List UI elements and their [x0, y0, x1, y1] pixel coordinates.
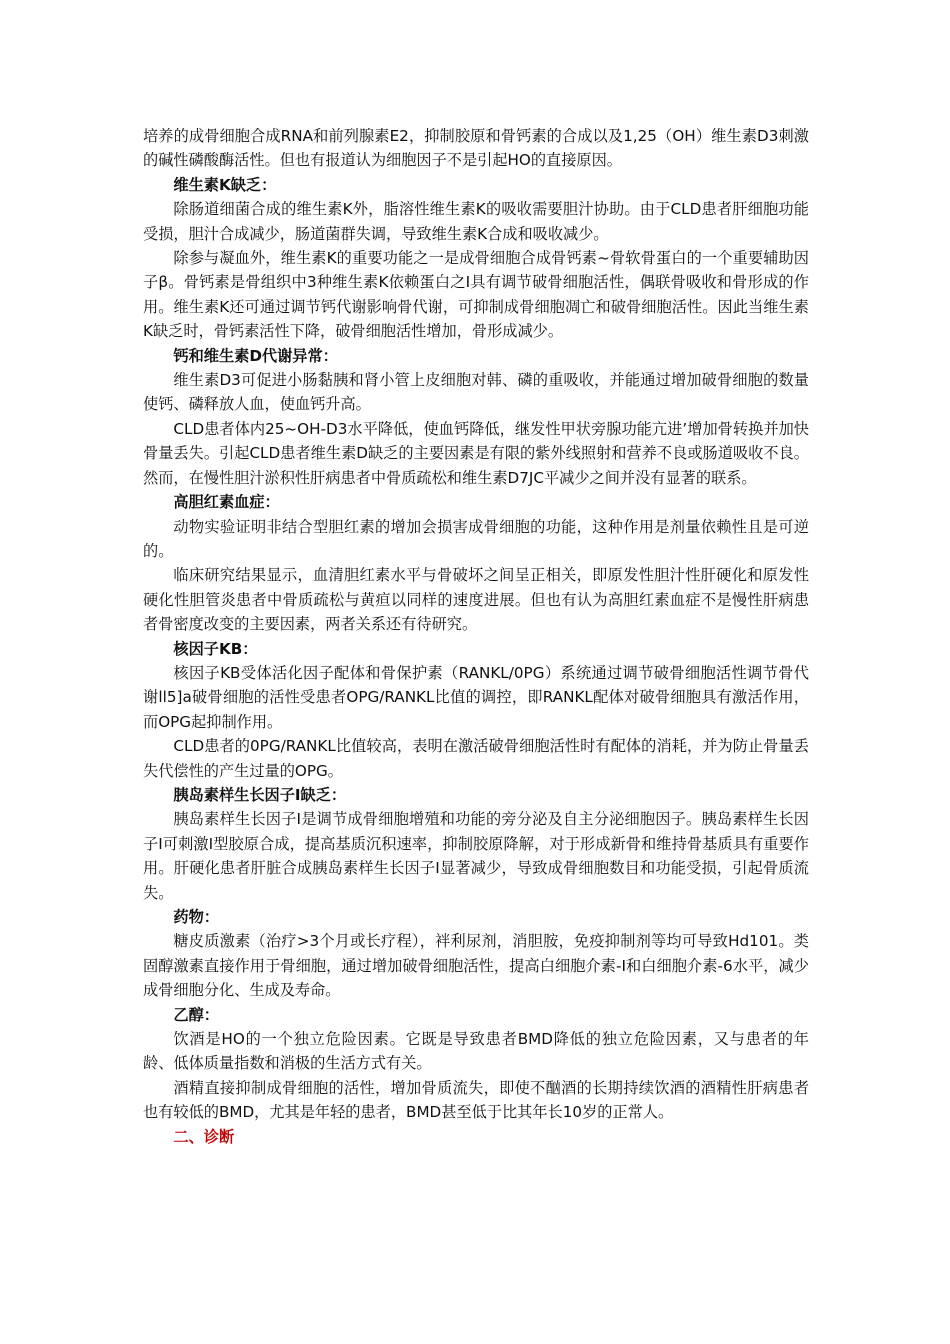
- paragraph-alcohol-effect: 酒精直接抑制成骨细胞的活性，增加骨质流失，即使不酗酒的长期持续饮酒的酒精性肝病患者也有较低的BMD，尤其是年轻的患者，BMD甚至低于比其年长10岁的正常人。: [143, 1078, 809, 1122]
- paragraph-alcohol-risk: 饮酒是HO的一个独立危险因素。它既是导致患者BMD降低的独立危险因素，又与患者的年龄、低体质量指数和消极的生活方式有关。: [143, 1030, 809, 1073]
- heading-vitamin-k-deficiency: 维生素K缺乏：: [173, 175, 277, 194]
- heading-ethanol: 乙醇：: [173, 1005, 219, 1024]
- heading-drugs: 药物：: [173, 908, 219, 926]
- paragraph-rankl-opg: 核因子KB受体活化因子配体和骨保护素（RANKL/0PG）系统通过调节破骨细胞活性调节骨代谢ll5]a破骨细胞的活性受患者OPG/RANKL比值的调控，即RANKL配体对破骨细胞具有激活作用，而OPG起抑制作用。: [143, 663, 809, 731]
- paragraph-igf-function: 胰岛素样生长因子I是调节成骨细胞增殖和功能的旁分泌及自主分泌细胞因子。胰岛素样生长因子I可刺激I型胶原合成，提高基质沉积速率，抑制胶原降解，对于形成新骨和维持骨基质具有重要作用。肝硬化患者肝脏合成胰岛素样生长因子I显著减少，导致成骨细胞数目和功能受损，引起骨质流失。: [143, 810, 809, 902]
- heading-igf-deficiency: 胰岛素样生长因子I缺乏：: [173, 785, 347, 804]
- section-heading-diagnosis: 二、诊断: [173, 1127, 235, 1146]
- paragraph-bilirubin-animal: 动物实验证明非结合型胆红素的增加会损害成骨细胞的功能，这种作用是剂量依赖性且是可逆的。: [143, 517, 809, 560]
- heading-hyperbilirubinemia: 高胆红素血症：: [173, 493, 280, 512]
- paragraph-bilirubin-clinical: 临床研究结果显示，血清胆红素水平与骨破坏之间呈正相关，即原发性胆汁性肝硬化和原发性硬化性胆管炎患者中骨质疏松与黄疸以同样的速度进展。但也有认为高胆红素血症不是慢性肝病患者骨密度改变的主要因素，两者关系还有待研究。: [143, 566, 809, 634]
- paragraph-cld-opg-ratio: CLD患者的0PG/RANKL比值较高，表明在激活破骨细胞活性时有配体的消耗，并为防止骨量丢失代偿性的产生过量的OPG。: [143, 737, 809, 780]
- paragraph-drugs: 糖皮质激素（治疗>3个月或长疗程），袢利尿剂，消胆胺，免疫抑制剂等均可导致Hd101。类固醇激素直接作用于骨细胞，通过增加破骨细胞活性，提高白细胞介素-I和白细胞介素-6水平，减少成骨细胞分化、生成及寿命。: [143, 932, 809, 1000]
- heading-calcium-vitamin-d: 钙和维生素D代谢异常：: [173, 346, 338, 365]
- paragraph-cld-vitamin-d: CLD患者体内25~OH-D3水平降低，使血钙降低，继发性甲状旁腺功能亢进’增加骨转换并加快骨量丢失。引起CLD患者维生素D缺乏的主要因素是有限的紫外线照射和营养不良或肠道吸收不良。然而，在慢性胆汁淤积性肝病患者中骨质疏松和维生素D7JC平减少之间并没有显著的联系。: [143, 419, 809, 487]
- paragraph-vitamin-k-absorption: 除肠道细菌合成的维生素K外，脂溶性维生素K的吸收需要胆汁协助。由于CLD患者肝细胞功能受损，胆汁合成减少，肠道菌群失调，导致维生素K合成和吸收减少。: [143, 200, 809, 243]
- paragraph-vitamin-k-function: 除参与凝血外，维生素K的重要功能之一是成骨细胞合成骨钙素~骨软骨蛋白的一个重要辅助因子β。骨钙素是骨组织中3种维生素K依赖蛋白之I具有调节破骨细胞活性，偶联骨吸收和骨形成的作用。维生素K还可通过调节钙代谢影响骨代谢，可抑制成骨细胞凋亡和破骨细胞活性。因此当维生素K缺乏时，骨钙素活性下降，破骨细胞活性增加，骨形成减少。: [143, 249, 809, 341]
- document-body: [143, 124, 809, 1149]
- paragraph-intro-continuation: 培养的成骨细胞合成RNA和前列腺素E2，抑制胶原和骨钙素的合成以及1,25（OH）维生素D3刺激的碱性磷酸酶活性。但也有报道认为细胞因子不是引起HO的直接原因。: [143, 127, 809, 170]
- heading-nuclear-factor-kb: 核因子KB：: [173, 639, 258, 658]
- paragraph-vitamin-d3-effect: 维生素D3可促进小肠黏胰和肾小管上皮细胞对韩、磷的重吸收，并能通过增加破骨细胞的数量使钙、磷释放人血，使血钙升高。: [143, 371, 809, 414]
